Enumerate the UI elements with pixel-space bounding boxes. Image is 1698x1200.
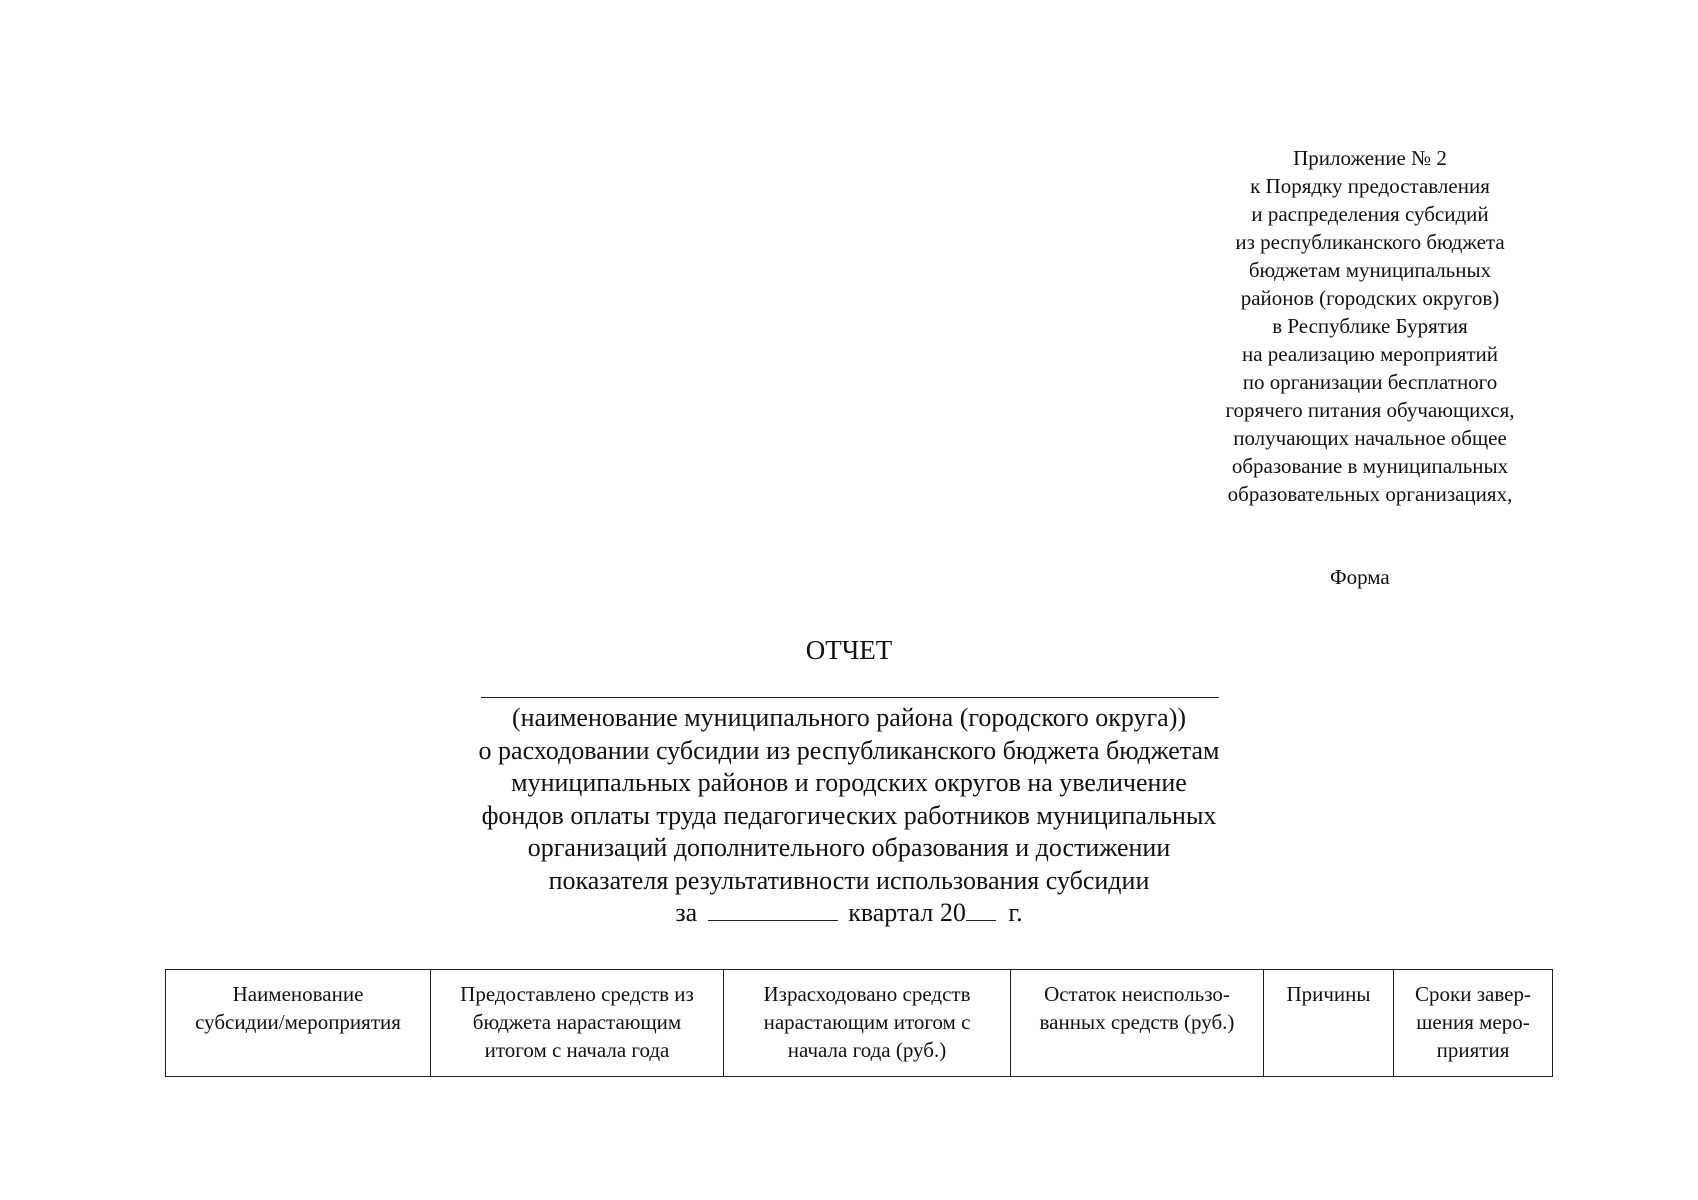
- report-subtitle: [0, 702, 1698, 930]
- appendix-block: [1185, 144, 1555, 508]
- report-subtitle-line: о расходовании субсидии из республиканского бюджета бюджетам: [478, 735, 1220, 765]
- appendix-line: образовательных организациях,: [1227, 482, 1513, 506]
- report-subtitle-line: организаций дополнительного образования и достижении: [527, 833, 1171, 862]
- appendix-line: из республиканского бюджета: [1235, 230, 1505, 254]
- header-subsidy-name: Наименование субсидии/мероприятия: [166, 970, 431, 1077]
- municipality-name-blank-line: [481, 697, 1219, 698]
- report-period-line: [0, 897, 1698, 930]
- report-subtitle-line: показателя результативности использования субсидии: [548, 865, 1150, 895]
- period-middle: квартал 20: [848, 898, 966, 927]
- table-header-row: [166, 970, 1553, 1077]
- appendix-line: районов (городских округов): [1240, 286, 1500, 310]
- appendix-line: Приложение № 2: [1293, 146, 1447, 170]
- period-prefix: за: [675, 898, 698, 927]
- report-subtitle-line: муниципальных районов и городских округов на увеличение: [511, 768, 1187, 797]
- appendix-line: получающих начальное общее: [1233, 426, 1507, 450]
- appendix-line: горячего питания обучающихся,: [1225, 398, 1515, 422]
- appendix-line: к Порядку предоставления: [1250, 174, 1490, 198]
- quarter-blank: [708, 898, 838, 921]
- form-label: Форма: [1330, 565, 1390, 589]
- header-funds-spent: Израсходовано средств нарастающим итогом с начала года (руб.): [724, 970, 1011, 1077]
- period-suffix: г.: [1008, 898, 1023, 927]
- appendix-line: бюджетам муниципальных: [1248, 258, 1492, 282]
- report-subtitle-line: (наименование муниципального района (городского округа)): [511, 703, 1187, 732]
- header-funds-provided: Предоставлено средств из бюджета нарастающим итогом с начала года: [431, 970, 724, 1077]
- appendix-line: и распределения субсидий: [1251, 202, 1489, 226]
- header-completion-dates: Сроки завер- шения меро- приятия: [1394, 970, 1553, 1077]
- header-unused-balance: Остаток неиспользо- ванных средств (руб.): [1011, 970, 1264, 1077]
- appendix-line: образование в муниципальных: [1231, 454, 1509, 478]
- header-reasons: Причины: [1264, 970, 1394, 1077]
- appendix-line: в Республике Бурятия: [1272, 314, 1468, 338]
- report-table: [165, 969, 1553, 1077]
- report-title: ОТЧЕТ: [805, 635, 893, 665]
- year-blank: [966, 898, 996, 921]
- appendix-line: по организации бесплатного: [1242, 370, 1498, 394]
- report-subtitle-line: фондов оплаты труда педагогических работников муниципальных: [481, 800, 1217, 830]
- appendix-line: на реализацию мероприятий: [1241, 342, 1499, 366]
